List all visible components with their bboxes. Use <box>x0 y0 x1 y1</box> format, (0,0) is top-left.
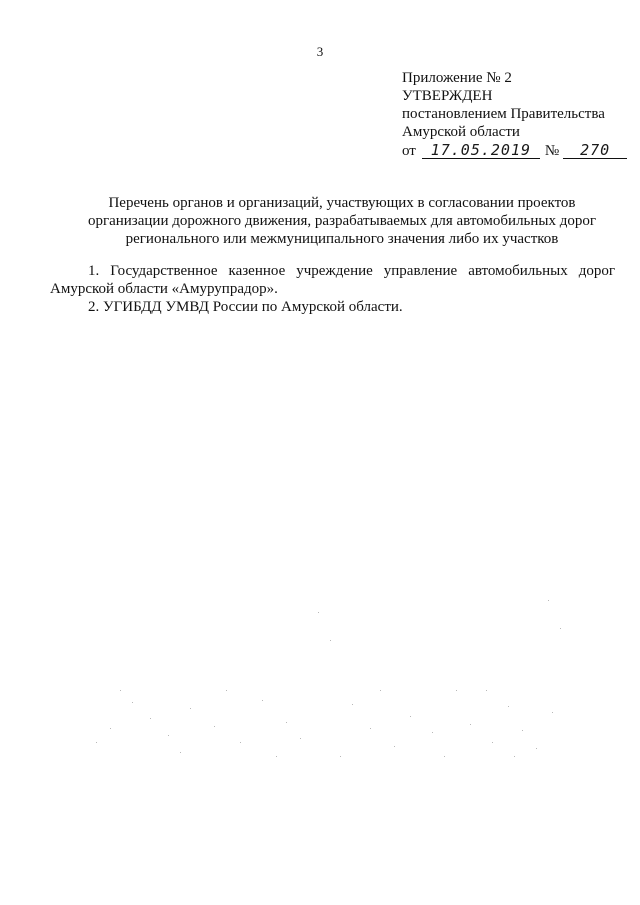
scan-noise-dots <box>96 600 561 757</box>
list-item-2: 2. УГИБДД УМВД России по Амурской области. <box>88 299 403 315</box>
handwritten-number: 270 <box>563 143 627 159</box>
heading-line-2: организации дорожного движения, разрабатываемых для автомобильных дорог <box>87 213 597 229</box>
resolution-label: постановлением Правительства <box>402 106 605 122</box>
page-number: 3 <box>316 44 324 59</box>
approved-label: УТВЕРЖДЕН <box>402 88 493 104</box>
handwritten-date: 17.05.2019 <box>422 143 540 159</box>
region-label: Амурской области <box>402 124 520 140</box>
heading-line-1: Перечень органов и организаций, участвующих в согласовании проектов <box>108 195 576 211</box>
number-sign: № <box>544 143 560 159</box>
date-prefix: от <box>402 143 416 159</box>
list-item-1: 1. Государственное казенное учреждение управление автомобильных дорог Амурской области «Амурупрадор». <box>50 263 615 297</box>
appendix-label: Приложение № 2 <box>402 70 512 86</box>
heading-line-3: регионального или межмуниципального значения либо их участков <box>125 231 559 247</box>
